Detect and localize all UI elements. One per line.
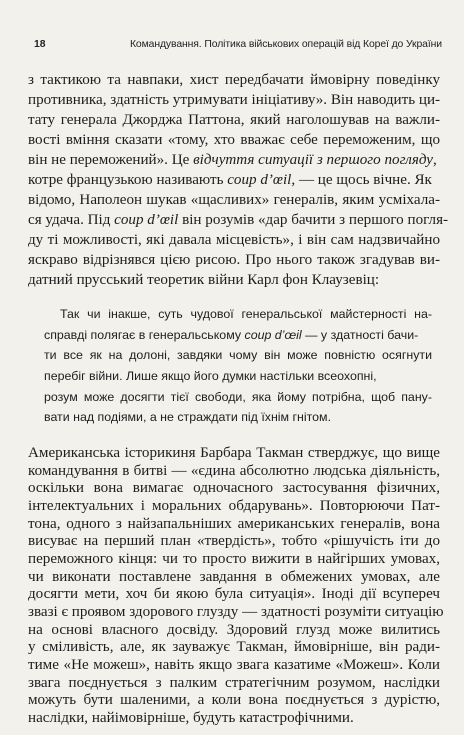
- italic-term: coup d’œil: [227, 172, 292, 188]
- running-header: [28, 38, 444, 54]
- quote-line-3: ти все як на долоні, завдяки чому він може повністю осягнути: [44, 348, 432, 362]
- paragraph-1-line-1: з тактикою та навпаки, хист передбачати ймовірну поведінку: [28, 72, 440, 88]
- quote-line-1: Так чи інакше, суть чудової генеральської майстерності на-: [60, 307, 432, 321]
- paragraph-2-line-11: на основі власного досвіду. Здоровий глузд може вилитись: [28, 621, 440, 638]
- quote-line-2: [44, 326, 432, 344]
- text-run: — у здатності бачи-: [301, 328, 419, 342]
- text-run: ,: [433, 152, 437, 168]
- paragraph-1-line-6: [28, 170, 440, 190]
- paragraph-1-line-4: вості вміння сказати «тому, хто вважає себе переможеним, що: [28, 132, 440, 148]
- paragraph-1-line-8: [28, 210, 449, 230]
- paragraph-2-line-13: тиме «Не можеш», навіть якщо звага казатиме «Можеш». Коли: [28, 657, 440, 673]
- text-run: він розумів «дар бачити з першого погля-: [178, 212, 449, 228]
- text-run: він не переможений». Це: [28, 152, 194, 168]
- paragraph-1-line-3: тату генерала Джорджа Паттона, який наголошував на важли-: [28, 112, 440, 128]
- paragraph-1-line-11: датний прусський теоретик війни Карл фон Клаузевіц:: [28, 272, 380, 288]
- paragraph-1-line-2: противника, здатність утримувати ініціативу». Він наводить ци-: [28, 92, 441, 108]
- text-run: ся удача. Під: [28, 212, 115, 228]
- paragraph-2-line-4: інтелектуальних і моральних обдарувань». Повторюючи Пат-: [28, 498, 440, 514]
- paragraph-2-line-9: досягти мети, хоч би якою була ситуація». Іноді дії всупереч: [28, 586, 440, 603]
- paragraph-2-line-1: Американська історикиня Барбара Такман стверджує, що вище: [28, 445, 440, 461]
- italic-term: coup d’œil: [114, 212, 179, 228]
- paragraph-1-line-10: яскраво відрізнявся цією рисою. Про нього також згадував ви-: [28, 252, 440, 268]
- text-run: котре французькою називають: [28, 172, 228, 188]
- page-number: 18: [34, 39, 46, 50]
- quote-line-4: перебіг війни. Лише якщо його думки настільки всеохопні,: [44, 369, 377, 383]
- paragraph-2-line-15: можуть бути шаленими, а коли вона поєднується з дурістю,: [28, 692, 440, 709]
- text-run: , — це щось вічне. Як: [291, 172, 432, 188]
- italic-phrase: відчуття ситуації з першого погляду: [193, 152, 434, 168]
- paragraph-2-line-12: у сміливість, але, як зауважує Такман, ймовірніше, він ради-: [28, 639, 440, 656]
- italic-term: coup d’œil: [244, 328, 302, 342]
- paragraph-2-line-3: оскільки вона вимагає одночасного застосування фізичних,: [28, 480, 440, 497]
- paragraph-1-line-9: ду ті можливості, які давала місцевість», і він сам надзвичайно: [28, 232, 440, 248]
- quote-line-6: вати над подіями, а не страждати під їхнім гнітом.: [44, 410, 332, 424]
- paragraph-2-line-5: тона, одного з найзапальніших американських генералів, вона: [28, 515, 440, 532]
- paragraph-2-line-16: наслідки, найімовірніше, будуть катастрофічними.: [28, 710, 354, 726]
- paragraph-2-line-7: переможного кінця: чи то просто вижити в найгірших умовах,: [28, 551, 440, 567]
- quote-line-5: розум може досягти тієї свободи, яка йому потрібна, щоб пану-: [44, 390, 432, 404]
- paragraph-2-line-2: командування в битві — «єдина абсолютно людська діяльність,: [28, 462, 440, 479]
- paragraph-2-line-6: висуває на перший план «твердість», тобто «рішучість іти до: [28, 533, 440, 550]
- running-title: Командування. Політика військових операцій від Кореї до України: [129, 39, 442, 50]
- text-run: справді полягає в генеральському: [44, 328, 245, 342]
- paragraph-2-line-14: звага поєднується з палким стратегічним розумом, наслідки: [28, 674, 440, 691]
- paragraph-2-line-8: чи виконати поставлене завдання в обмежених умовах, але: [28, 568, 440, 585]
- paragraph-2-line-10: звазі є проявом здорового глузду — здатності розуміти ситуацію: [28, 604, 444, 620]
- paragraph-1-line-7: відомо, Наполеон шукав «щасливих» генералів, яким усміхала-: [28, 192, 440, 208]
- paragraph-1-line-5: [28, 150, 440, 170]
